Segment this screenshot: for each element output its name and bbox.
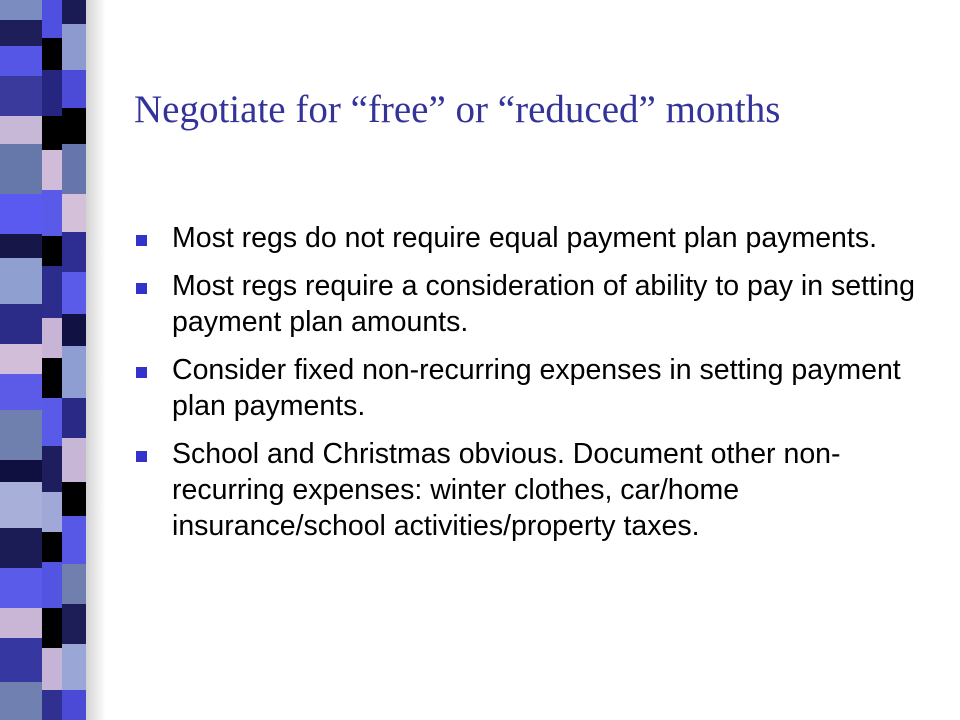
strip-column-inner <box>62 0 86 720</box>
bullet-item <box>136 220 926 256</box>
strip-shadow <box>84 0 106 720</box>
bullet-text: Most regs do not require equal payment plan payments. <box>172 222 877 254</box>
bullet-item <box>136 436 926 544</box>
square-bullet-icon <box>136 367 147 378</box>
square-bullet-icon <box>136 283 147 294</box>
bullet-text: School and Christmas obvious. Document other non-recurring expenses: winter clothes, car/home insurance/school activities/property taxes. <box>172 438 841 542</box>
square-bullet-icon <box>136 451 147 462</box>
square-bullet-icon <box>136 235 147 246</box>
bullet-list <box>136 220 926 556</box>
bullet-item <box>136 268 926 340</box>
slide-title: Negotiate for “free” or “reduced” months <box>134 88 781 131</box>
decorative-side-strip <box>0 0 110 720</box>
strip-column-middle <box>42 0 62 720</box>
bullet-text: Consider fixed non-recurring expenses in setting payment plan payments. <box>172 354 901 422</box>
bullet-text: Most regs require a consideration of ability to pay in setting payment plan amounts. <box>172 270 915 338</box>
strip-column-outer <box>0 0 42 720</box>
bullet-item <box>136 352 926 424</box>
